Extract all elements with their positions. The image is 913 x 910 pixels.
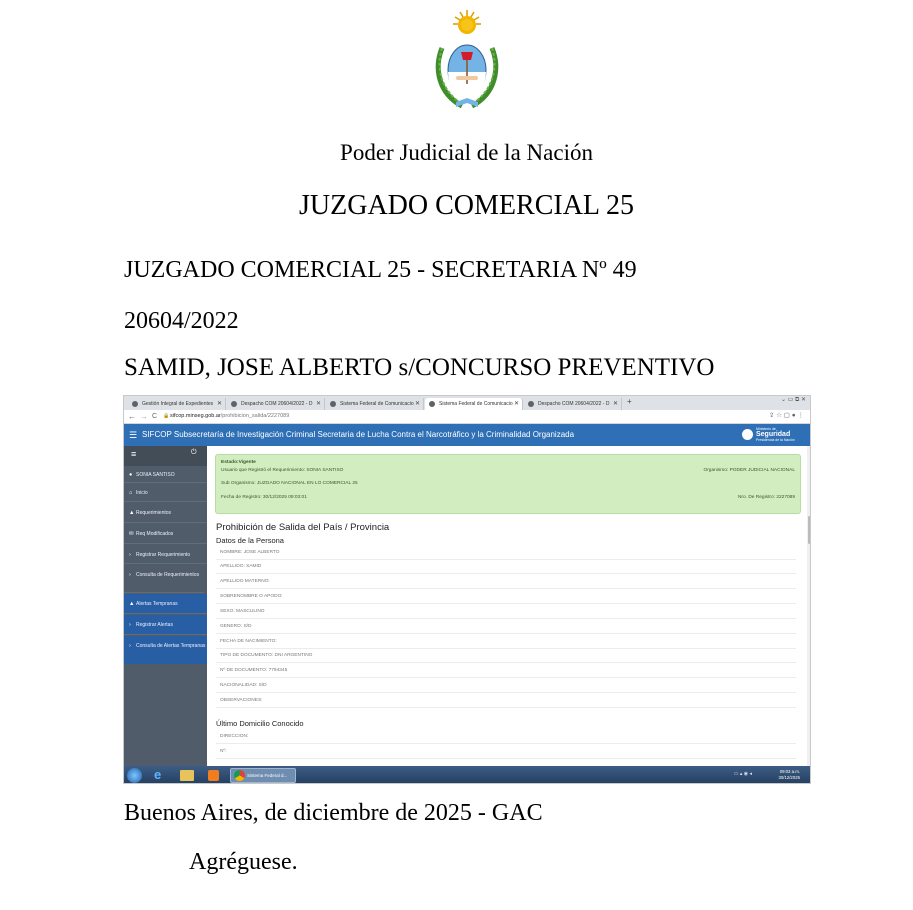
nro-registro-label: Nro. De Registro: 2227089 — [737, 495, 795, 500]
favicon-icon — [330, 401, 336, 407]
field-row: DIRECCION: — [216, 730, 796, 744]
organismo-label: Organismo: PODER JUDICIAL NACIONAL — [703, 468, 795, 473]
field-row: GENERO: S/D — [216, 620, 796, 634]
sidebar-item-alertas-tempranas[interactable] — [124, 594, 207, 614]
sidebar-item-label: Registrar Requerimiento — [136, 552, 191, 558]
institution-name: Poder Judicial de la Nación — [340, 140, 593, 165]
clock-date: 30/12/2025 — [778, 774, 800, 780]
taskbar-chrome-window[interactable] — [230, 768, 296, 783]
power-icon[interactable]: ⏻ — [191, 449, 197, 456]
browser-tab-active[interactable] — [425, 398, 523, 410]
sifcop-header — [124, 424, 810, 446]
sidebar-item-consulta-requerimientos[interactable] — [124, 565, 204, 593]
media-player-icon[interactable] — [208, 770, 219, 781]
url-host: sifcop.minseg.gob.ar — [170, 413, 221, 419]
registration-info-panel — [215, 454, 801, 514]
field-row: FECHA DE NACIMIENTO: — [216, 635, 796, 649]
field-row: APELLIDO: SAMID — [216, 560, 796, 574]
chevron-right-icon: › — [129, 552, 131, 558]
chrome-icon — [234, 770, 245, 781]
court-name: JUZGADO COMERCIAL 25 — [299, 190, 634, 221]
order-line: Agréguese. — [189, 849, 298, 875]
sidebar-item-label: Alertas Tempranas — [136, 601, 178, 607]
fecha-registro-label: Fecha de Registro: 30/12/2025 09:03:01 — [221, 495, 307, 500]
sidebar-item-inicio[interactable] — [124, 484, 207, 502]
home-icon: ⌂ — [129, 490, 133, 496]
sidebar-top — [124, 446, 207, 466]
main-content — [207, 446, 811, 766]
start-button-icon[interactable] — [127, 768, 142, 783]
usuario-label: Usuario que Registró el Requerimiento: SONIA SANTISO — [221, 468, 344, 473]
sidebar-item-label: Req Modificados — [136, 531, 174, 537]
field-row: TIPO DE DOCUMENTO: DNI ARGENTINO — [216, 649, 796, 663]
estado-label: Estado:Vigente — [221, 460, 256, 465]
close-icon[interactable]: ✕ — [612, 401, 618, 407]
lock-icon: 🔒 — [163, 413, 170, 419]
bell-icon: ▲ — [129, 510, 135, 516]
ie-icon[interactable]: e — [154, 767, 162, 782]
coat-of-arms — [432, 8, 502, 112]
browser-tab-bar — [124, 396, 810, 410]
secretaria-line: JUZGADO COMERCIAL 25 - SECRETARIA Nº 49 — [124, 257, 637, 283]
sidebar-item-req-modificados[interactable] — [124, 524, 207, 544]
reload-icon[interactable]: C — [152, 413, 158, 420]
field-row: NOMBRE: JOSE ALBERTO — [216, 546, 796, 560]
envelope-icon: ✉ — [129, 531, 134, 537]
sidebar-item-label: Requerimientos — [136, 510, 172, 516]
user-icon: ● — [129, 472, 133, 478]
bell-icon: ▲ — [129, 601, 135, 607]
chevron-right-icon: › — [129, 622, 131, 628]
field-row: Nº: — [216, 745, 796, 759]
field-row: SEXO: MASCULINO — [216, 605, 796, 619]
chevron-right-icon: › — [129, 643, 131, 649]
favicon-icon — [429, 401, 435, 407]
favicon-icon — [132, 401, 138, 407]
sidebar-item-requerimientos[interactable] — [124, 503, 207, 523]
close-icon[interactable]: ✕ — [315, 401, 321, 407]
new-tab-button[interactable]: + — [627, 397, 632, 406]
tab-label: Sistema Federal de Comunicacio — [340, 401, 414, 407]
browser-tab[interactable] — [326, 398, 424, 410]
url-path: /prohibicion_salida/2227089 — [220, 413, 290, 419]
argentina-coat-of-arms-icon — [432, 8, 502, 112]
browser-tab[interactable] — [128, 398, 226, 410]
tab-label: Sistema Federal de Comunicacio — [439, 401, 513, 407]
sub-organismo-label: Sub Organismo: JUZGADO NACIONAL EN LO COMERCIAL 25 — [221, 481, 358, 486]
field-row: NACIONALIDAD: S/D — [216, 679, 796, 693]
favicon-icon — [528, 401, 534, 407]
field-row: SOBRENOMBRE O APODO: — [216, 590, 796, 604]
sidebar — [124, 446, 207, 766]
browser-tab[interactable] — [227, 398, 325, 410]
url-field[interactable] — [170, 412, 289, 421]
case-title: SAMID, JOSE ALBERTO s/CONCURSO PREVENTIVO — [124, 354, 715, 381]
menu-icon[interactable]: ≡ — [131, 449, 137, 459]
sidebar-item-label: Consulta de Requerimientos — [136, 572, 200, 578]
sidebar-item-registrar-requerimiento[interactable] — [124, 545, 207, 564]
place-date-line: Buenos Aires, de diciembre de 2025 - GAC — [124, 800, 543, 826]
scrollbar-thumb[interactable] — [808, 516, 811, 544]
logo-line1: Ministerio de — [756, 427, 776, 431]
system-clock[interactable] — [778, 769, 800, 780]
clock-time: 09:03 a.m. — [779, 769, 800, 774]
tray-icons[interactable]: ▭ ▴ ◉ ◂ — [733, 771, 752, 777]
address-bar — [124, 410, 810, 424]
chevron-right-icon: › — [129, 572, 131, 578]
sidebar-item-label: Inicio — [136, 490, 148, 496]
favicon-icon — [231, 401, 237, 407]
folder-icon[interactable] — [180, 770, 194, 781]
logo-line2: Seguridad — [756, 431, 791, 438]
sifcop-screenshot — [123, 395, 811, 784]
sidebar-item-user[interactable] — [124, 466, 207, 483]
section-title-persona: Datos de la Persona — [216, 536, 284, 545]
sidebar-item-label: SONIA SANTISO — [136, 472, 175, 478]
field-row: APELLIDO MATERNO: — [216, 575, 796, 589]
sidebar-item-registrar-alertas[interactable] — [124, 615, 207, 635]
close-icon[interactable]: ✕ — [216, 401, 222, 407]
window-controls[interactable]: ⌄ ▭ ⧉ ✕ — [780, 397, 806, 403]
sidebar-item-consulta-alertas[interactable] — [124, 636, 207, 664]
tab-label: Gestión Integral de Expedientes — [142, 401, 214, 407]
taskbar-app-label: Sistema Federal d... — [247, 773, 288, 778]
sidebar-item-label: Registrar Alertas — [136, 622, 173, 628]
close-icon[interactable]: ✕ — [414, 401, 420, 407]
field-row: OBSERVACIONES: — [216, 694, 796, 708]
back-arrow-icon[interactable]: ← — [128, 412, 136, 421]
case-number: 20604/2022 — [124, 308, 239, 334]
tab-label: Despacho COM 20604/2022 - D — [538, 401, 610, 407]
browser-actions[interactable]: ⇪ ☆ ▢ ● ⋮ — [768, 412, 804, 419]
emblem-icon — [742, 429, 753, 440]
browser-tab[interactable] — [524, 398, 622, 410]
close-icon[interactable]: ✕ — [513, 401, 519, 407]
windows-taskbar — [124, 766, 810, 784]
scrollbar[interactable] — [807, 446, 811, 766]
sifcop-title: SIFCOP Subsecretaría de Investigación Criminal Secretaria de Lucha Contra el Narcotráfico y la Criminalidad Organizada — [142, 430, 575, 439]
ministerio-seguridad-logo — [742, 426, 806, 444]
tab-label: Despacho COM 20604/2022 - D — [241, 401, 313, 407]
section-title-domicilio: Último Domicilio Conocido — [216, 719, 304, 728]
page-title: Prohibición de Salida del País / Provincia — [216, 522, 390, 533]
forward-arrow-icon[interactable]: → — [140, 412, 148, 421]
field-row: Nº DE DOCUMENTO: 7794345 — [216, 664, 796, 678]
hamburger-menu-icon[interactable]: ☰ — [129, 430, 138, 440]
logo-line3: Presidencia de la Nación — [756, 438, 795, 442]
sidebar-item-label: Consulta de Alertas Tempranas — [136, 643, 206, 649]
